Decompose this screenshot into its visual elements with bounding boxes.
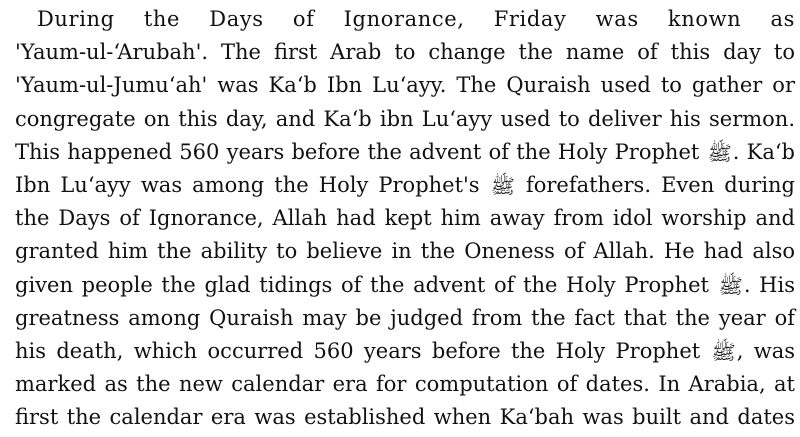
text-line-5-part-2: . Ka‘b <box>732 139 795 164</box>
text-line-6-part-1: Ibn Lu‘ayy was among the Holy Prophet's <box>15 172 480 197</box>
text-line-12: marked as the new calendar era for computation of dates. In Arabia, at <box>15 372 795 397</box>
text-line-3: 'Yaum-ul-Jumu‘ah' was Ka‘b Ibn Lu‘ayy. The Quraish used to gather or <box>15 73 795 98</box>
text-line-11 <box>15 335 795 368</box>
text-line-6 <box>15 169 795 202</box>
text-line-1: During the Days of Ignorance, Friday was known as <box>37 7 795 31</box>
honorific-symbol-3: ﷺ <box>718 273 743 298</box>
text-line-2: 'Yaum-ul-‘Arubah'. The first Arab to change the name of this day to <box>15 40 795 65</box>
text-line-10: greatness among Quraish may be judged from the fact that the year of <box>15 305 795 330</box>
text-line-11-part-1: his death, which occurred 560 years before the Holy Prophet <box>15 338 701 363</box>
text-line-9-part-2: . His <box>743 272 795 297</box>
text-line-8: granted him the ability to believe in the Oneness of Allah. He had also <box>15 239 795 264</box>
text-line-6-part-2: forefathers. Even during <box>515 172 795 197</box>
text-line-9 <box>15 269 795 302</box>
text-line-5 <box>15 136 795 169</box>
text-line-13: first the calendar era was established when Ka‘bah was built and dates <box>15 405 795 430</box>
body-paragraph <box>15 3 795 434</box>
text-line-9-part-1: given people the glad tidings of the advent of the Holy Prophet <box>15 272 709 297</box>
text-line-7: the Days of Ignorance, Allah had kept him away from idol worship and <box>15 206 795 231</box>
text-line-5-part-1: This happened 560 years before the advent of the Holy Prophet <box>15 139 700 164</box>
honorific-symbol-1: ﷺ <box>707 140 732 165</box>
honorific-symbol-2: ﷺ <box>490 173 515 198</box>
text-line-4: congregate on this day, and Ka‘b ibn Lu‘ayy used to deliver his sermon. <box>15 106 795 131</box>
honorific-symbol-4: ﷺ <box>711 339 736 364</box>
text-line-11-part-2: , was <box>736 338 795 363</box>
